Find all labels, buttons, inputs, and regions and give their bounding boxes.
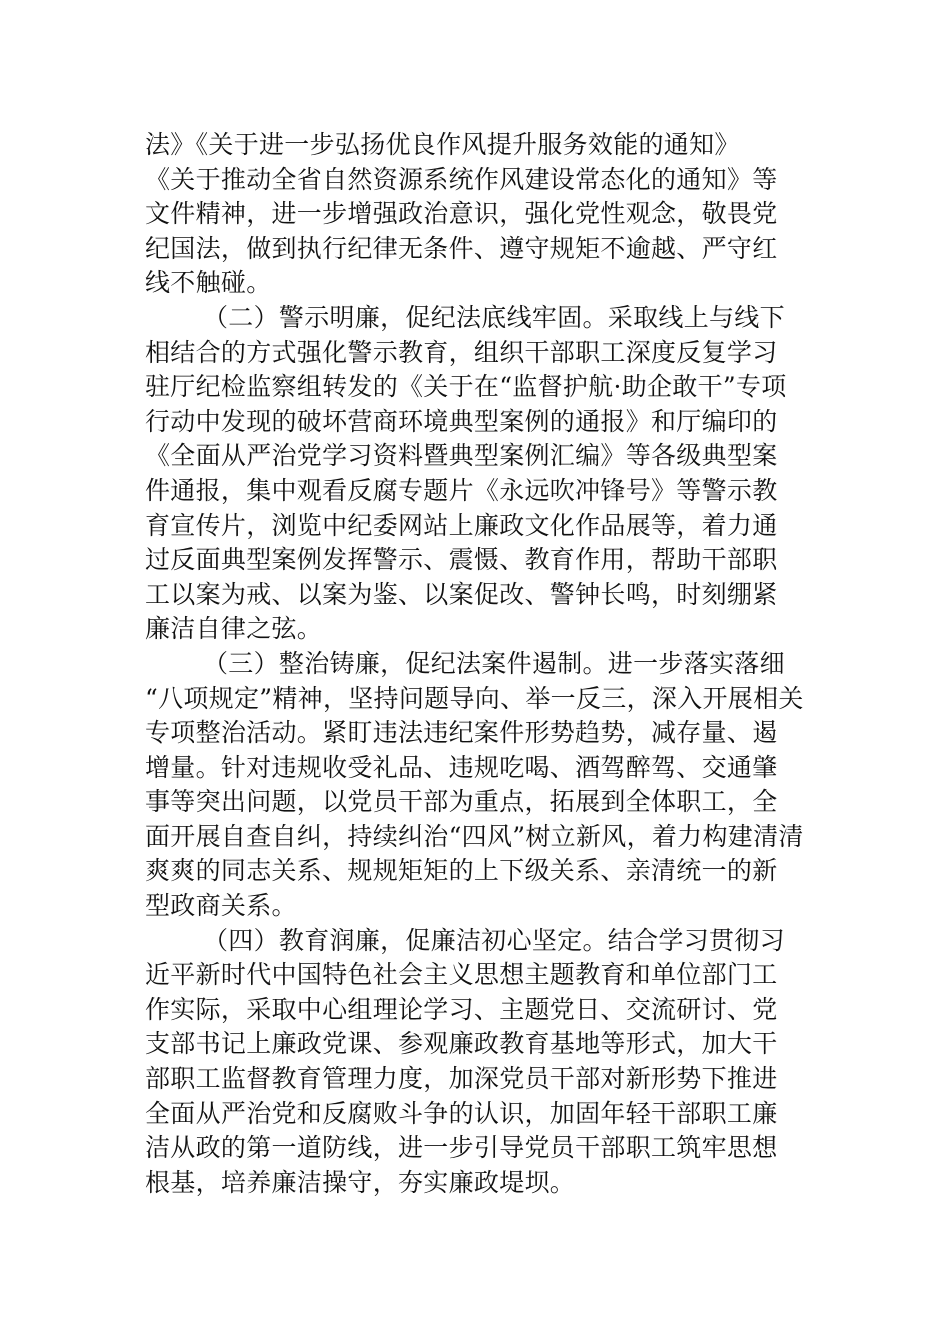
text-line: 件通报，集中观看反腐专题片《永远吹冲锋号》等警示教 [145,475,778,505]
paragraph-warning-education [145,301,805,647]
text-line: 《全面从严治党学习资料暨典型案例汇编》等各级典型案 [145,441,778,471]
section-heading-line: （三）整治铸廉，促纪法案件遏制。进一步落实落细 [203,648,785,678]
paragraph-rectification [145,647,805,924]
text-line: 驻厅纪检监察组转发的《关于在“监督护航·助企敢干”专项 [145,372,787,402]
text-line: 近平新时代中国特色社会主义思想主题教育和单位部门工 [145,960,778,990]
text-line: 洁从政的第一道防线，进一步引导党员干部职工筑牢思想 [145,1133,778,1163]
text-line: 支部书记上廉政党课、参观廉政教育基地等形式，加大干 [145,1029,778,1059]
text-line: 廉洁自律之弦。 [145,614,323,644]
text-line: 《关于推动全省自然资源系统作风建设常态化的通知》等 [145,164,778,194]
text-line: 型政商关系。 [145,891,297,921]
text-line: 根基，培养廉洁操守，夯实廉政堤坝。 [145,1167,576,1197]
text-line: 育宣传片，浏览中纪委网站上廉政文化作品展等，着力通 [145,510,778,540]
section-heading-line: （四）教育润廉，促廉洁初心坚定。结合学习贯彻习 [203,925,785,955]
section-heading-line: （二）警示明廉，促纪法底线牢固。采取线上与线下 [203,302,785,332]
text-line: 纪国法，做到执行纪律无条件、遵守规矩不逾越、严守红 [145,233,778,263]
text-line: 相结合的方式强化警示教育，组织干部职工深度反复学习 [145,337,778,367]
text-line: 增量。针对违规收受礼品、违规吃喝、酒驾醉驾、交通肇 [145,752,778,782]
paragraph-education [145,924,805,1201]
text-line: 专项整治活动。紧盯违法违纪案件形势趋势，减存量、遏 [145,718,778,748]
text-line: 部职工监督教育管理力度，加深党员干部对新形势下推进 [145,1064,778,1094]
text-line: 爽爽的同志关系、规规矩矩的上下级关系、亲清统一的新 [145,856,778,886]
document-page [145,128,805,1200]
text-line: 线不触碰。 [145,268,272,298]
text-line: 全面从严治党和反腐败斗争的认识，加固年轻干部职工廉 [145,1098,778,1128]
text-line: 作实际，采取中心组理论学习、主题党日、交流研讨、党 [145,994,778,1024]
text-line: 行动中发现的破坏营商环境典型案例的通报》和厅编印的 [145,406,778,436]
text-line: 文件精神，进一步增强政治意识，强化党性观念，敬畏党 [145,199,778,229]
text-line: 面开展自查自纠，持续纠治“四风”树立新风，着力构建清清 [145,821,804,851]
paragraph-continuation [145,128,805,301]
text-line: 过反面典型案例发挥警示、震慑、教育作用，帮助干部职 [145,545,778,575]
text-line: 法》《关于进一步弘扬优良作风提升服务效能的通知》 [145,130,740,159]
text-line: 事等突出问题，以党员干部为重点，拓展到全体职工，全 [145,787,778,817]
text-line: 工以案为戒、以案为鉴、以案促改、警钟长鸣，时刻绷紧 [145,579,778,609]
text-line: “八项规定”精神，坚持问题导向、举一反三，深入开展相关 [145,683,804,713]
